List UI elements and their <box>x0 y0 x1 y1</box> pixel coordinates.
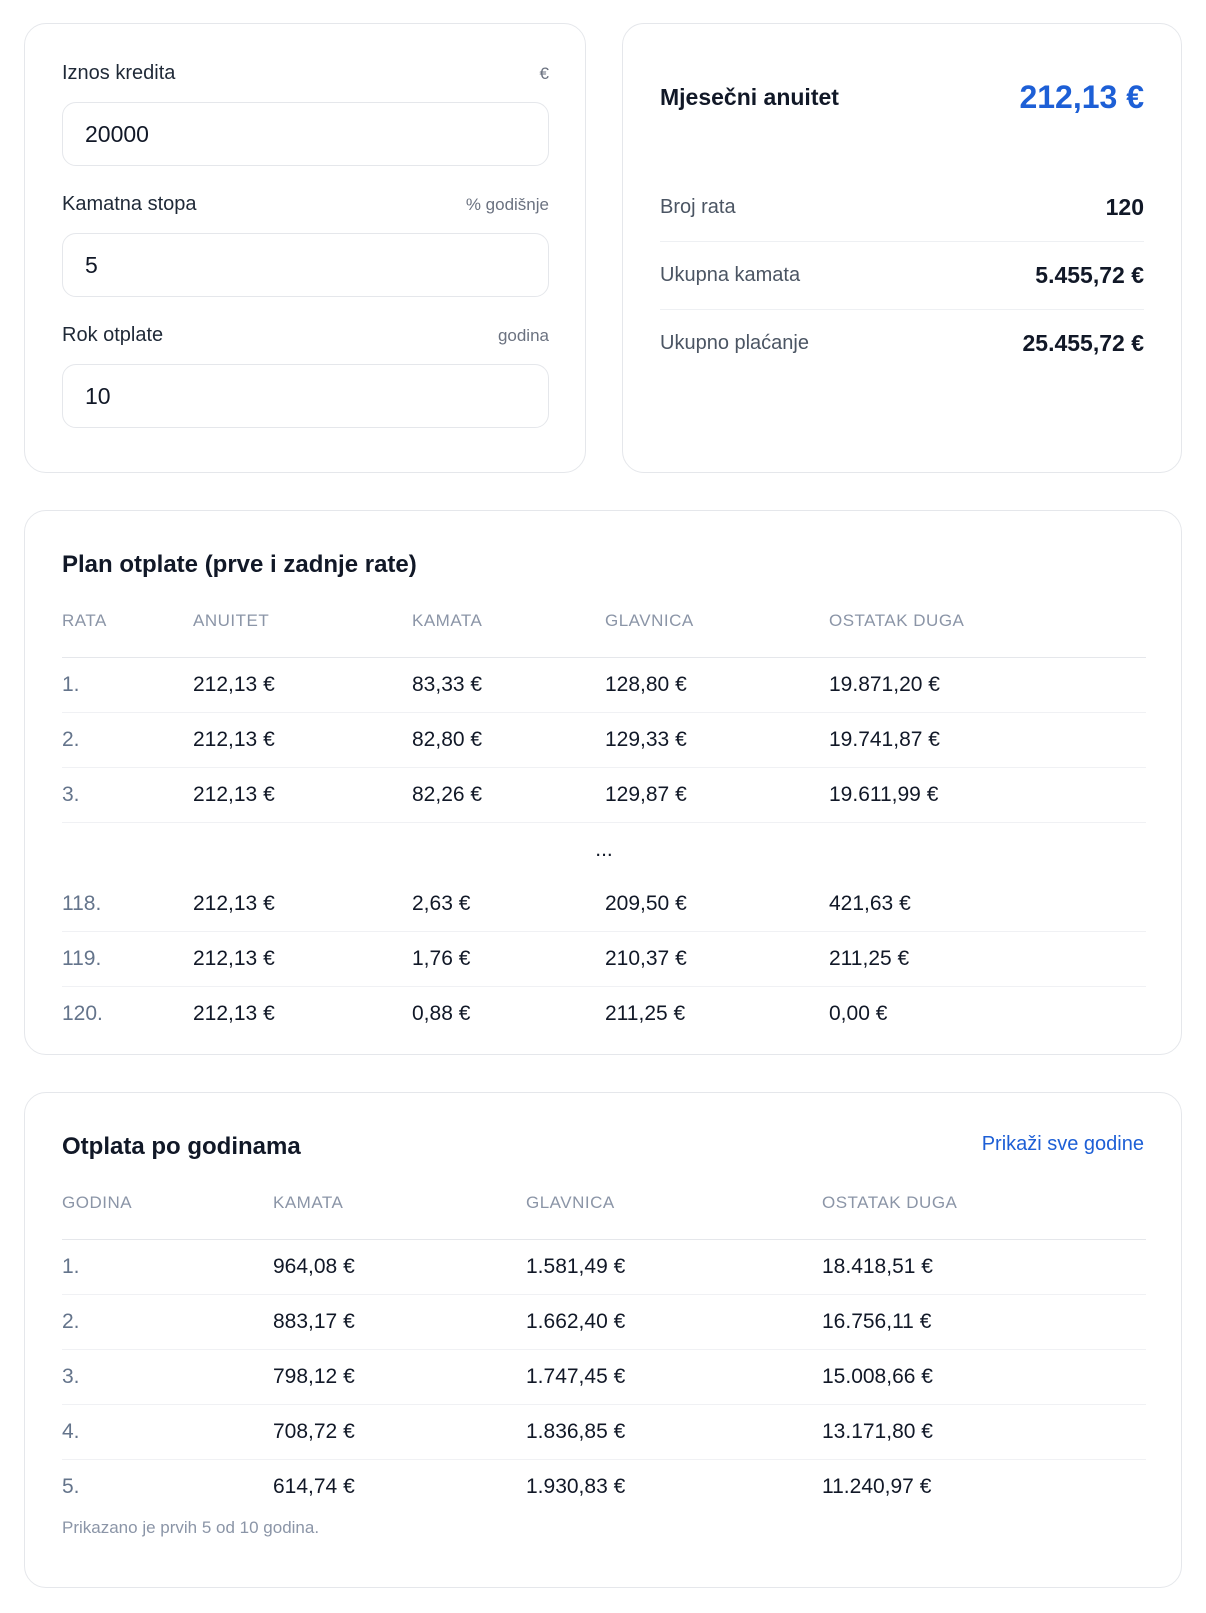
years-shown-note: Prikazano je prvih 5 od 10 godina. <box>62 1518 320 1537</box>
table-cell: 16.756,11 € <box>822 1295 1146 1350</box>
table-cell: 1. <box>62 658 193 713</box>
interest-rate-field <box>62 193 549 297</box>
table-cell: 19.741,87 € <box>829 713 1146 768</box>
loan-amount-input[interactable] <box>62 102 549 166</box>
table-row <box>62 1405 1146 1460</box>
table-cell: 212,13 € <box>193 1002 275 1025</box>
table-cell: 964,08 € <box>273 1240 526 1295</box>
table-cell: 15.008,66 € <box>822 1350 1146 1405</box>
loan-term-label: Rok otplate <box>62 324 164 346</box>
loan-amount-field <box>62 62 549 166</box>
loan-term-field <box>62 324 549 428</box>
table-cell: 212,13 € <box>193 877 412 932</box>
table-cell: 798,12 € <box>273 1350 526 1405</box>
summary-row-value: 25.455,72 € <box>1022 330 1144 356</box>
table-cell: 19.871,20 € <box>829 658 1146 713</box>
ellipsis-text: ... <box>595 838 613 861</box>
table-cell: 1.930,83 € <box>526 1475 626 1498</box>
table-cell: 0,88 € <box>412 1002 471 1025</box>
table-cell: 3. <box>62 1350 273 1405</box>
table-cell: 212,13 € <box>193 658 412 713</box>
table-row <box>62 877 1146 932</box>
column-header: OSTATAK DUGA <box>822 1193 1146 1240</box>
column-header: ANUITET <box>193 611 412 658</box>
table-cell: 19.611,99 € <box>829 768 1146 823</box>
loan-term-input[interactable] <box>62 364 549 428</box>
yearly-repayment-table <box>62 1193 1146 1514</box>
column-header: GLAVNICA <box>605 611 829 658</box>
summary-row-installments <box>660 174 1144 242</box>
table-cell: 210,37 € <box>605 932 829 987</box>
table-cell: 129,33 € <box>605 713 829 768</box>
table-cell: 209,50 € <box>605 877 829 932</box>
table-cell: 1.662,40 € <box>526 1295 822 1350</box>
repayment-plan-card <box>24 510 1182 1055</box>
table-row <box>62 1240 1146 1295</box>
table-cell: 212,13 € <box>193 768 412 823</box>
table-cell: 129,87 € <box>605 768 829 823</box>
yearly-repayment-card <box>24 1092 1182 1588</box>
column-header: GLAVNICA <box>526 1193 822 1240</box>
table-cell: 83,33 € <box>412 658 605 713</box>
summary-row-value: 5.455,72 € <box>1035 262 1144 288</box>
interest-rate-unit: % godišnje <box>465 195 549 214</box>
table-cell: 708,72 € <box>273 1405 526 1460</box>
table-cell: 120. <box>62 1002 103 1025</box>
table-cell: 1.747,45 € <box>526 1350 822 1405</box>
table-row <box>62 1460 1146 1515</box>
summary-row-label: Broj rata <box>660 196 736 218</box>
table-cell: 3. <box>62 768 193 823</box>
summary-row-label: Ukupna kamata <box>660 264 801 286</box>
column-header: KAMATA <box>273 1193 526 1240</box>
loan-summary-card <box>622 23 1182 473</box>
table-header-row <box>62 1193 1146 1240</box>
table-cell: 0,00 € <box>829 1002 888 1025</box>
table-cell: 211,25 € <box>605 1002 686 1025</box>
table-cell: 82,26 € <box>412 768 605 823</box>
table-cell: 2,63 € <box>412 877 605 932</box>
table-row <box>62 768 1146 823</box>
summary-rows <box>660 174 1144 377</box>
repayment-plan-table <box>62 611 1146 1041</box>
loan-term-unit: godina <box>497 326 549 345</box>
monthly-annuity <box>660 79 1144 116</box>
table-cell: 2. <box>62 713 193 768</box>
table-cell: 4. <box>62 1405 273 1460</box>
interest-rate-label: Kamatna stopa <box>62 193 197 215</box>
table-cell: 614,74 € <box>273 1475 355 1498</box>
yearly-repayment-title: Otplata po godinama <box>62 1133 301 1160</box>
table-cell: 18.418,51 € <box>822 1240 1146 1295</box>
table-cell: 13.171,80 € <box>822 1405 1146 1460</box>
table-row <box>62 987 1146 1042</box>
table-header-row <box>62 611 1146 658</box>
table-cell: 212,13 € <box>193 932 412 987</box>
table-cell: 1. <box>62 1240 273 1295</box>
show-all-years-link[interactable]: Prikaži sve godine <box>981 1133 1144 1155</box>
table-cell: 1.836,85 € <box>526 1405 822 1460</box>
ellipsis-row <box>62 823 1146 878</box>
table-cell: 119. <box>62 932 193 987</box>
table-cell: 421,63 € <box>829 877 1146 932</box>
column-header: RATA <box>62 611 193 658</box>
repayment-plan-title: Plan otplate (prve i zadnje rate) <box>62 551 417 578</box>
loan-input-card <box>24 23 586 473</box>
table-cell: 82,80 € <box>412 713 605 768</box>
loan-amount-label: Iznos kredita <box>62 62 176 84</box>
monthly-annuity-label: Mjesečni anuitet <box>660 84 839 110</box>
table-cell: 118. <box>62 877 193 932</box>
table-row <box>62 932 1146 987</box>
loan-amount-unit: € <box>539 64 549 83</box>
interest-rate-input[interactable] <box>62 233 549 297</box>
table-cell: 128,80 € <box>605 658 829 713</box>
table-cell: 5. <box>62 1475 80 1498</box>
column-header: KAMATA <box>412 611 605 658</box>
summary-row-value: 120 <box>1105 194 1144 220</box>
table-cell: 1,76 € <box>412 932 605 987</box>
table-cell: 211,25 € <box>829 932 1146 987</box>
column-header: GODINA <box>62 1193 273 1240</box>
table-cell: 883,17 € <box>273 1295 526 1350</box>
summary-row-label: Ukupno plaćanje <box>660 332 809 354</box>
table-cell: 2. <box>62 1295 273 1350</box>
summary-row-total-interest <box>660 242 1144 310</box>
table-cell: 1.581,49 € <box>526 1240 822 1295</box>
table-row <box>62 658 1146 713</box>
table-cell: 212,13 € <box>193 713 412 768</box>
table-row <box>62 1350 1146 1405</box>
table-row <box>62 713 1146 768</box>
column-header: OSTATAK DUGA <box>829 611 1146 658</box>
summary-row-total-payment <box>660 310 1144 377</box>
table-cell: 11.240,97 € <box>822 1475 932 1498</box>
monthly-annuity-value: 212,13 € <box>1019 79 1144 115</box>
table-row <box>62 1295 1146 1350</box>
